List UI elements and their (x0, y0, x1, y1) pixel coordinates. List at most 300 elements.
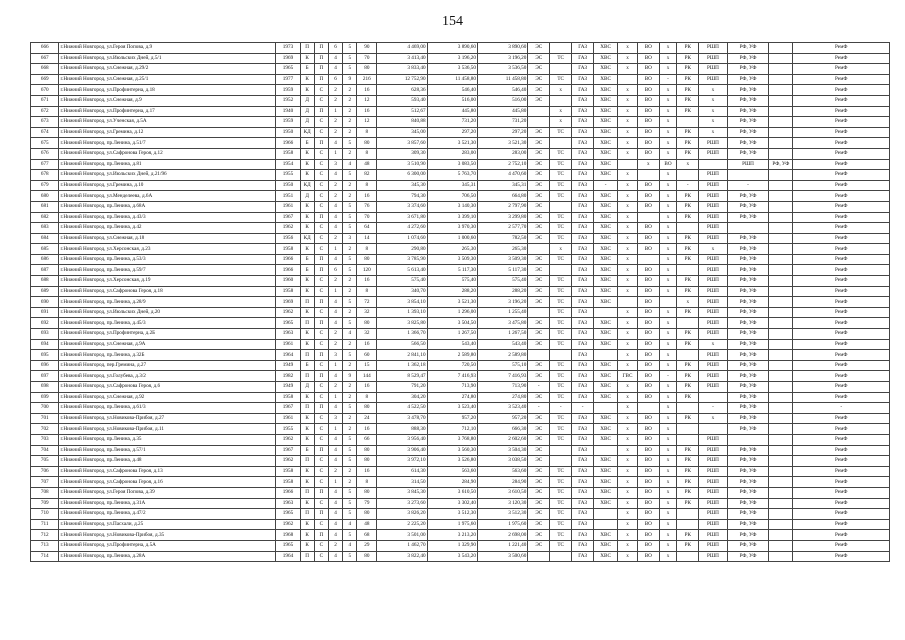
table-cell: 2 841,10 (377, 350, 427, 361)
table-cell: 3 526,80 (427, 456, 477, 467)
table-cell: РемФ (793, 530, 890, 541)
table-cell: РШП (699, 382, 727, 393)
table-cell: 702 (31, 424, 59, 435)
table-cell: С (314, 180, 328, 191)
table-cell (769, 233, 793, 244)
table-cell: ХВС (594, 254, 618, 265)
table-cell: 888,30 (377, 424, 427, 435)
table-cell: ЭС (528, 297, 550, 308)
table-cell: 680 (31, 191, 59, 202)
table-cell (677, 509, 699, 520)
table-cell: РФ, УФ (727, 286, 769, 297)
table-cell: 80 (357, 551, 377, 562)
table-cell (769, 180, 793, 191)
table-cell: ВО (637, 74, 659, 85)
table-cell: 3 890,60 (477, 43, 527, 54)
table-cell: ЭС (528, 180, 550, 191)
table-cell: РемФ (793, 117, 890, 128)
table-cell: 2 (343, 244, 357, 255)
table-cell: ГАЗ (572, 64, 594, 75)
table-cell: 3 543,20 (427, 551, 477, 562)
table-cell: П (314, 297, 328, 308)
table-cell (769, 551, 793, 562)
table-cell: 445,80 (427, 106, 477, 117)
table-cell: х (618, 180, 638, 191)
table-cell (769, 424, 793, 435)
table-cell: ХВС (594, 233, 618, 244)
table-cell: ЭС (528, 392, 550, 403)
table-cell: ХВС (594, 487, 618, 498)
table-cell: 5 (343, 487, 357, 498)
table-cell: ЭС (528, 74, 550, 85)
table-cell: 1 (328, 286, 342, 297)
table-cell: 543,40 (477, 339, 527, 350)
table-cell: РФ, УФ (727, 254, 769, 265)
table-cell: 283,00 (427, 148, 477, 159)
table-cell: х (618, 477, 638, 488)
table-cell: ГАЗ (572, 276, 594, 287)
table-cell: 4 (328, 530, 342, 541)
table-cell: РК (677, 53, 699, 64)
table-cell: РШП (699, 540, 727, 551)
table-cell: х (618, 445, 638, 456)
table-cell: РШП (699, 371, 727, 382)
table-cell: х (618, 138, 638, 149)
table-cell: ВО (637, 509, 659, 520)
table-cell: 48 (357, 159, 377, 170)
table-cell: 2 (343, 424, 357, 435)
table-cell: ХВС (594, 339, 618, 350)
table-cell: РемФ (793, 244, 890, 255)
table-cell: ТС (550, 318, 572, 329)
table-cell: 1955 (276, 424, 300, 435)
table-cell (769, 339, 793, 350)
table-cell (677, 265, 699, 276)
table-cell: 4 (328, 403, 342, 414)
table-cell: 2 (328, 180, 342, 191)
table-cell: г.Нижний Новгород, ул.Пасхали, д.25 (59, 519, 276, 530)
table-cell: 673 (31, 117, 59, 128)
table-cell: ГАЗ (572, 360, 594, 371)
table-cell: 1 393,10 (377, 307, 427, 318)
table-cell: ТС (550, 223, 572, 234)
table-cell: 76 (357, 201, 377, 212)
table-cell: х (659, 244, 677, 255)
table-cell: 4 (328, 307, 342, 318)
table-cell: 288,20 (427, 286, 477, 297)
table-cell: ЭС (528, 530, 550, 541)
table-row (31, 286, 890, 297)
table-cell: г.Нижний Новгород, пр.Ленина, д.81 (59, 159, 276, 170)
table-cell: РШП (699, 466, 727, 477)
table-cell: 3 970,30 (427, 223, 477, 234)
table-cell: ХВС (594, 159, 618, 170)
table-cell: ТС (550, 74, 572, 85)
table-cell: 668 (31, 64, 59, 75)
table-cell: 1958 (276, 286, 300, 297)
table-cell: 4 (343, 329, 357, 340)
table-cell: г.Нижний Новгород, ул.Гремина, д.10 (59, 180, 276, 191)
table-cell: 3 509,30 (427, 254, 477, 265)
table-cell: ГАЗ (572, 106, 594, 117)
table-cell: РемФ (793, 371, 890, 382)
table-cell: ЭС (528, 64, 550, 75)
table-row (31, 382, 890, 393)
table-cell (677, 519, 699, 530)
table-cell: РШП (699, 43, 727, 54)
table-cell: 1 366,70 (377, 329, 427, 340)
table-cell: С (314, 286, 328, 297)
table-cell: ВО (637, 117, 659, 128)
table-cell: С (314, 95, 328, 106)
table-row (31, 106, 890, 117)
table-cell: ТС (550, 53, 572, 64)
table-cell: П (314, 487, 328, 498)
table-cell: 704 (31, 445, 59, 456)
table-cell: ЭС (528, 85, 550, 96)
table-cell: 1 (328, 106, 342, 117)
table-cell: г.Нижний Новгород, ул.Новикова-Прибоя, д.35 (59, 530, 276, 541)
table-cell: П (314, 138, 328, 149)
table-cell (677, 170, 699, 181)
table-cell: 5 763,70 (427, 170, 477, 181)
table-cell: 3 196,20 (427, 53, 477, 64)
table-cell: - (659, 74, 677, 85)
table-cell: - (793, 403, 890, 414)
table-cell: РК (677, 95, 699, 106)
table-cell: ГАЗ (572, 233, 594, 244)
table-cell (677, 434, 699, 445)
table-cell: 689 (31, 286, 59, 297)
table-cell: г.Нижний Новгород, ул.Снежная, д.29/2 (59, 64, 276, 75)
table-cell (528, 551, 550, 562)
table-cell: ХВС (594, 170, 618, 181)
table-cell: К (300, 329, 314, 340)
table-cell: х (659, 382, 677, 393)
table-cell: ВО (637, 138, 659, 149)
table-cell: ВО (637, 53, 659, 64)
table-cell (769, 106, 793, 117)
table-cell: 3 833,40 (377, 64, 427, 75)
table-cell: РФ, УФ (727, 74, 769, 85)
table-cell (699, 159, 727, 170)
table-cell: 1949 (276, 382, 300, 393)
table-cell: 297,20 (477, 127, 527, 138)
table-cell: ВО (637, 487, 659, 498)
table-cell: ГАЗ (572, 350, 594, 361)
table-cell (769, 360, 793, 371)
table-cell: ТС (550, 191, 572, 202)
table-cell (769, 286, 793, 297)
table-cell: 2 (343, 85, 357, 96)
table-cell: ЭС (528, 487, 550, 498)
table-cell: - (677, 180, 699, 191)
table-cell: 2 (328, 540, 342, 551)
table-cell: ВО (637, 95, 659, 106)
table-cell: 1951 (276, 191, 300, 202)
table-cell: 3 536,50 (427, 64, 477, 75)
table-cell: РемФ (793, 233, 890, 244)
table-cell: РемФ (793, 201, 890, 212)
table-cell: г.Нижний Новгород, ул.Ученская, д.5А (59, 117, 276, 128)
table-cell (769, 127, 793, 138)
table-cell: ЭС (528, 254, 550, 265)
table-cell: 840,88 (377, 117, 427, 128)
table-cell: С (314, 127, 328, 138)
table-cell: 4 469,00 (377, 43, 427, 54)
table-cell: 4 (328, 519, 342, 530)
table-cell: 8 (357, 127, 377, 138)
table-cell: РШП (699, 456, 727, 467)
table-cell: 80 (357, 138, 377, 149)
table-cell: г.Нижний Новгород, ул.Снежная, д.92 (59, 392, 276, 403)
table-cell: РШП (699, 53, 727, 64)
table-cell: 5 117,30 (427, 265, 477, 276)
table-cell (550, 201, 572, 212)
table-cell: 720,50 (427, 360, 477, 371)
table-cell: х (659, 64, 677, 75)
table-cell: 80 (357, 445, 377, 456)
table-row (31, 265, 890, 276)
table-cell: 288,20 (477, 286, 527, 297)
table-cell: С (314, 170, 328, 181)
table-cell: 4 (343, 159, 357, 170)
table-cell: 5 (343, 318, 357, 329)
table-cell: ГАЗ (572, 159, 594, 170)
table-cell: ГАЗ (572, 456, 594, 467)
table-cell: 284,90 (477, 477, 527, 488)
page-number: 154 (442, 14, 463, 29)
table-cell: ВО (637, 434, 659, 445)
table-cell: х (618, 201, 638, 212)
table-row (31, 371, 890, 382)
table-cell: 4 (328, 498, 342, 509)
table-cell: 3 857,60 (377, 138, 427, 149)
table-cell: х (659, 530, 677, 541)
table-cell: 1967 (276, 445, 300, 456)
table-cell: РемФ (793, 223, 890, 234)
table-row (31, 127, 890, 138)
table-row (31, 498, 890, 509)
table-cell: РФ, УФ (727, 392, 769, 403)
table-cell: РемФ (793, 170, 890, 181)
table-cell: П (314, 530, 328, 541)
table-cell: 698 (31, 382, 59, 393)
table-cell: 345,31 (477, 180, 527, 191)
table-cell (769, 329, 793, 340)
table-cell: 5 (343, 43, 357, 54)
table-row (31, 117, 890, 128)
table-cell: 11 458,80 (427, 74, 477, 85)
table-cell: 1969 (276, 53, 300, 64)
table-cell (550, 350, 572, 361)
table-cell: ЭС (528, 95, 550, 106)
table-cell: 695 (31, 350, 59, 361)
table-cell: х (659, 456, 677, 467)
table-cell: г.Нижний Новгород, ул.Голубева, д.3/2 (59, 371, 276, 382)
table-cell: Д (300, 382, 314, 393)
table-cell: - (550, 403, 572, 414)
table-cell: 699 (31, 392, 59, 403)
table-cell: 711 (31, 519, 59, 530)
table-cell: 575,40 (477, 276, 527, 287)
table-cell: 4 (328, 64, 342, 75)
table-cell: 16 (357, 106, 377, 117)
table-cell: РФ, УФ (727, 318, 769, 329)
table-cell: 2 (328, 276, 342, 287)
table-cell: 1958 (276, 392, 300, 403)
table-cell: х (659, 360, 677, 371)
table-cell: К (300, 244, 314, 255)
table-cell: 697 (31, 371, 59, 382)
table-cell: 66 (357, 434, 377, 445)
table-cell: 782,50 (477, 233, 527, 244)
table-cell: П (314, 509, 328, 520)
table-cell: 2 (343, 127, 357, 138)
table-cell: ГАЗ (572, 498, 594, 509)
table-cell: РК (677, 74, 699, 85)
table-cell: К (300, 85, 314, 96)
table-cell: 1965 (276, 318, 300, 329)
table-cell (727, 223, 769, 234)
table-cell: х (659, 498, 677, 509)
table-cell: ЭС (528, 519, 550, 530)
table-cell: РемФ (793, 148, 890, 159)
table-cell: РФ, УФ (727, 487, 769, 498)
table-cell: ТС (550, 159, 572, 170)
table-cell: РФ, УФ (727, 382, 769, 393)
table-cell: 713,90 (477, 382, 527, 393)
table-cell: 2 (343, 148, 357, 159)
table-cell: РФ, УФ (727, 64, 769, 75)
table-cell: РемФ (793, 53, 890, 64)
table-cell: 666 (31, 43, 59, 54)
table-cell: ГАЗ (572, 148, 594, 159)
table-cell: РемФ (793, 106, 890, 117)
table-cell: П (314, 106, 328, 117)
table-row (31, 85, 890, 96)
table-cell (769, 413, 793, 424)
table-cell: х (618, 85, 638, 96)
table-cell: П (300, 403, 314, 414)
table-cell (594, 519, 618, 530)
table-cell: РШП (699, 64, 727, 75)
table-cell: РФ, УФ (727, 445, 769, 456)
table-cell: г.Нижний Новгород, ул.Героя Попова, д.9 (59, 43, 276, 54)
table-cell: 284,90 (427, 477, 477, 488)
table-cell: С (314, 519, 328, 530)
table-cell: РФ, УФ (727, 329, 769, 340)
table-cell: РемФ (793, 382, 890, 393)
table-cell: 3 213,20 (427, 530, 477, 541)
table-cell: 16 (357, 339, 377, 350)
table-cell: 1958 (276, 477, 300, 488)
table-row (31, 74, 890, 85)
table-cell: РФ, УФ (727, 201, 769, 212)
table-cell: С (314, 148, 328, 159)
table-cell (769, 403, 793, 414)
table-cell: 676 (31, 148, 59, 159)
table-cell: 3 196,20 (477, 297, 527, 308)
table-cell: ЭС (528, 466, 550, 477)
table-cell: ХВС (594, 551, 618, 562)
table-cell: РемФ (793, 329, 890, 340)
table-cell: ХВС (594, 191, 618, 202)
table-cell: 1 (328, 148, 342, 159)
table-cell: С (314, 329, 328, 340)
table-cell: РФ, УФ (727, 138, 769, 149)
table-cell: ХВС (594, 201, 618, 212)
table-cell: Д (300, 117, 314, 128)
table-cell: ХВС (594, 244, 618, 255)
table-cell: ХВС (594, 117, 618, 128)
table-cell (637, 212, 659, 223)
table-cell: 675 (31, 138, 59, 149)
table-cell: РШП (699, 360, 727, 371)
table-cell: 32 (357, 329, 377, 340)
table-cell: х (618, 53, 638, 64)
table-cell: х (699, 339, 727, 350)
table-cell: 6 300,00 (377, 170, 427, 181)
table-cell: РемФ (793, 466, 890, 477)
table-cell (550, 265, 572, 276)
table-cell: х (659, 170, 677, 181)
table-cell: 24 (357, 413, 377, 424)
table-cell: - (528, 403, 550, 414)
table-cell: х (659, 201, 677, 212)
table-cell (769, 498, 793, 509)
table-cell: 685 (31, 244, 59, 255)
table-cell: г.Нижний Новгород, ул.Новикова-Прибоя, д.27 (59, 413, 276, 424)
table-cell: х (659, 307, 677, 318)
table-cell: 1966 (276, 254, 300, 265)
table-cell: х (637, 159, 659, 170)
table-cell: 6 (328, 43, 342, 54)
table-cell: х (677, 159, 699, 170)
table-cell: 3 536,50 (477, 64, 527, 75)
table-cell: 4 522,50 (377, 403, 427, 414)
table-cell: х (618, 276, 638, 287)
table-cell: РК (677, 498, 699, 509)
table-cell (769, 392, 793, 403)
table-cell: х (618, 329, 638, 340)
table-cell: г.Нижний Новгород, пр.Ленина, д.59/7 (59, 265, 276, 276)
table-cell: х (618, 519, 638, 530)
table-cell: 5 (343, 551, 357, 562)
table-cell: ВО (637, 43, 659, 54)
table-cell: РШП (699, 487, 727, 498)
table-cell (637, 170, 659, 181)
table-cell: 1949 (276, 360, 300, 371)
table-cell: 3 825,80 (377, 318, 427, 329)
table-cell: РФ, УФ (727, 148, 769, 159)
table-cell: 80 (357, 456, 377, 467)
table-cell: 4 (328, 509, 342, 520)
table-cell: ТС (550, 254, 572, 265)
table-cell: 3 906,40 (377, 445, 427, 456)
table-cell: ЭС (528, 445, 550, 456)
table-cell: 4 (328, 170, 342, 181)
table-cell: 701 (31, 413, 59, 424)
table-row (31, 487, 890, 498)
table-cell: г.Нижний Новгород, ул.Херсонская, д.19 (59, 276, 276, 287)
table-cell: х (618, 64, 638, 75)
table-cell: 677 (31, 159, 59, 170)
table-cell: 3 299,80 (477, 212, 527, 223)
table-cell: К (300, 466, 314, 477)
table-cell: РемФ (793, 286, 890, 297)
table-row (31, 456, 890, 467)
